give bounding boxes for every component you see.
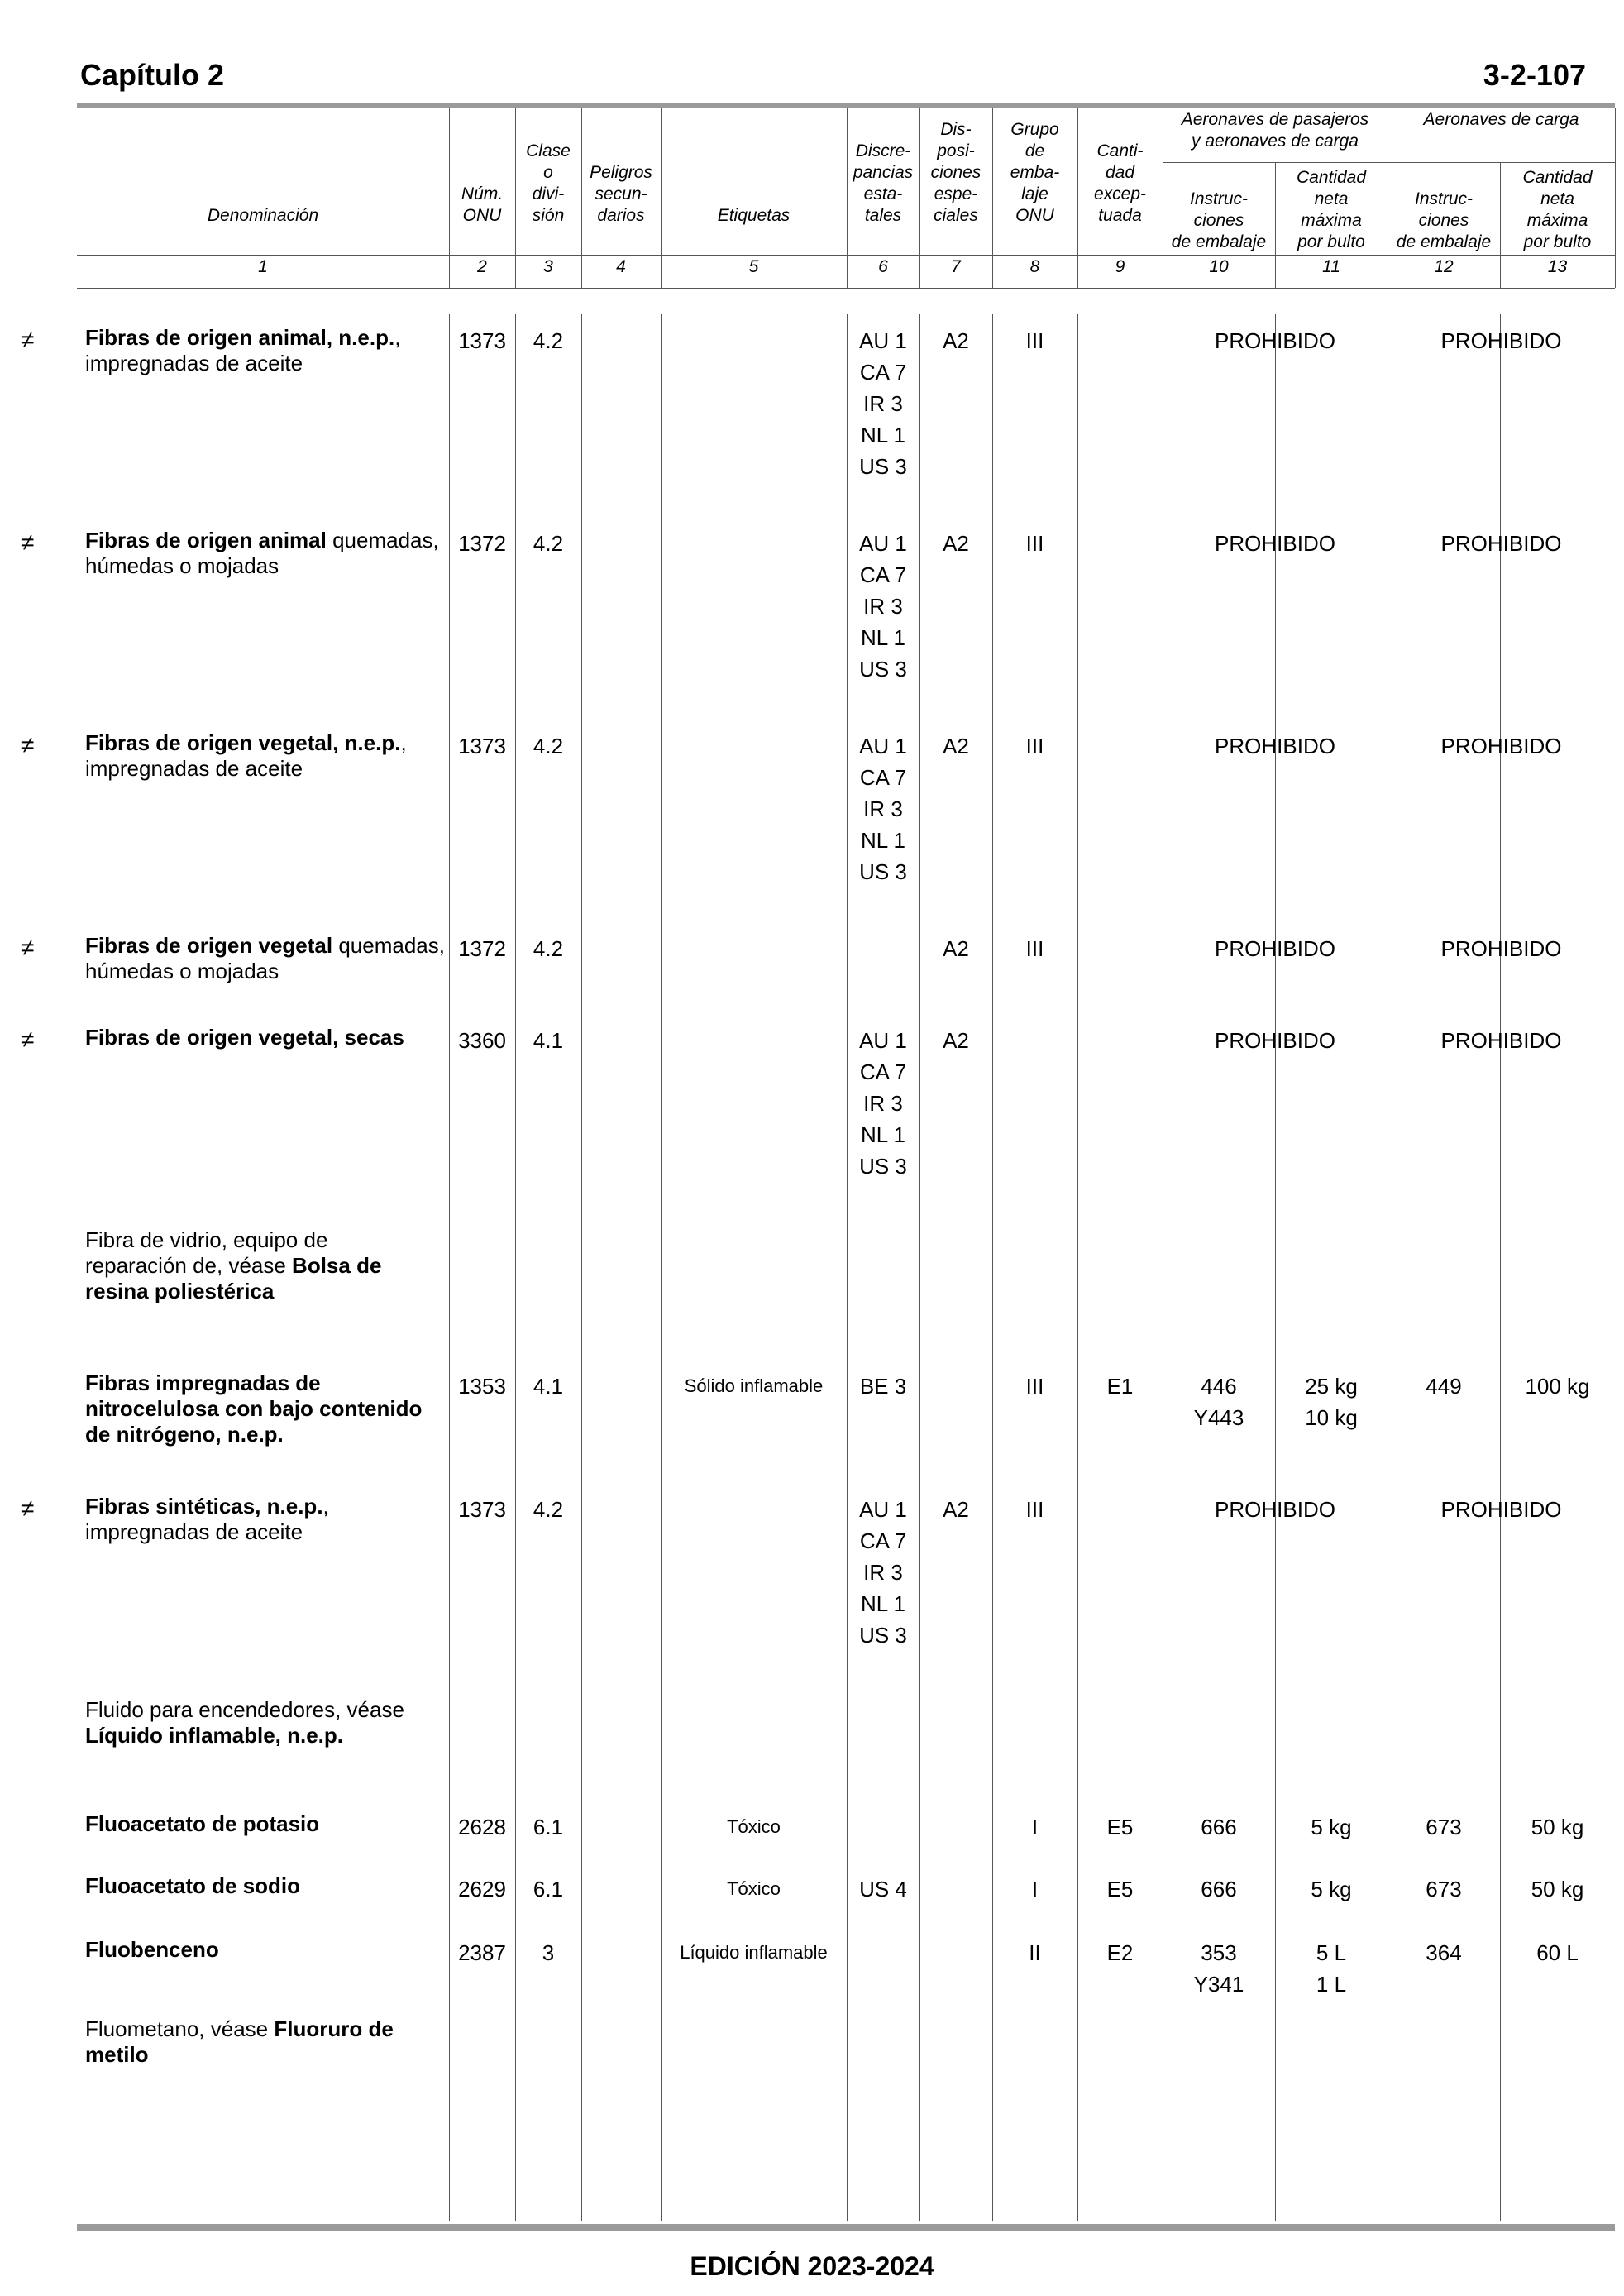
hazard-label: Tóxico: [727, 1878, 781, 1899]
entry-name: Fluometano, véase Fluoruro de metilo: [85, 2016, 394, 2067]
excepted-quantity: E5: [1106, 1815, 1134, 1839]
column-rule: [992, 314, 993, 2221]
chapter-title: Capítulo 2: [80, 58, 225, 92]
passenger-forbidden: PROHIBIDO: [1215, 734, 1335, 758]
col-number: 13: [1547, 257, 1568, 276]
column-rule: [515, 314, 516, 2221]
packing-group: II: [1029, 1940, 1041, 1965]
column-rule: [1275, 314, 1276, 2221]
max-net-qty-pax: 5 kg: [1311, 1877, 1352, 1901]
packing-group: III: [1025, 734, 1044, 758]
col-header-9: Canti- dad excep- tuada: [1093, 141, 1147, 225]
class-division: 6.1: [533, 1877, 564, 1901]
special-provisions: A2: [943, 734, 969, 758]
cargo-forbidden: PROHIBIDO: [1440, 936, 1562, 961]
col-number: 5: [748, 257, 759, 276]
packing-group: III: [1025, 328, 1044, 353]
state-variations: US 4: [859, 1877, 907, 1901]
max-net-qty-cargo: 100 kg: [1525, 1374, 1590, 1399]
max-net-qty-pax: 25 kg 10 kg: [1305, 1374, 1358, 1430]
packing-instruction-pax: 666: [1201, 1815, 1237, 1839]
col-number: 4: [616, 257, 626, 276]
max-net-qty-cargo: 50 kg: [1531, 1815, 1584, 1839]
col-header-11: Cantidad neta máxima por bulto: [1296, 168, 1367, 251]
col-number: 9: [1115, 257, 1125, 276]
column-rule: [1500, 314, 1501, 2221]
col-header-1: Denominación: [207, 206, 319, 225]
change-mark: ≠: [21, 1026, 35, 1052]
col-header-passenger-aircraft: Aeronaves de pasajeros y aeronaves de carga: [1181, 110, 1369, 151]
col-number: 8: [1029, 257, 1040, 276]
class-division: 4.2: [533, 531, 564, 556]
column-rule: [661, 314, 662, 2221]
entry-name: Fibras sintéticas, n.e.p., impregnadas de aceite: [85, 1494, 329, 1544]
column-rule: [1077, 314, 1078, 2221]
cargo-forbidden: PROHIBIDO: [1440, 1497, 1562, 1522]
column-rule: [449, 314, 450, 2221]
state-variations: AU 1 CA 7 IR 3 NL 1 US 3: [859, 734, 907, 884]
un-number: 2387: [458, 1940, 506, 1965]
class-division: 4.2: [533, 328, 564, 353]
class-division: 3: [542, 1940, 555, 1965]
entry-name: Fibras de origen animal, n.e.p., impregnadas de aceite: [85, 325, 401, 375]
un-number: 1373: [458, 1497, 506, 1522]
class-division: 4.2: [533, 734, 564, 758]
class-division: 6.1: [533, 1815, 564, 1839]
col-header-6: Discre- pancias esta- tales: [853, 141, 914, 225]
class-division: 4.2: [533, 936, 564, 961]
passenger-forbidden: PROHIBIDO: [1215, 936, 1335, 961]
entry-name: Fluido para encendedores, véase Líquido inflamable, n.e.p.: [85, 1697, 404, 1748]
col-header-3: Clase o divi- sión: [526, 141, 571, 225]
special-provisions: A2: [943, 531, 969, 556]
special-provisions: A2: [943, 936, 969, 961]
packing-group: III: [1025, 531, 1044, 556]
un-number: 3360: [458, 1028, 506, 1053]
change-mark: ≠: [21, 327, 35, 352]
packing-group: I: [1031, 1877, 1039, 1901]
cargo-forbidden: PROHIBIDO: [1440, 734, 1562, 758]
passenger-forbidden: PROHIBIDO: [1215, 531, 1335, 556]
packing-group: III: [1025, 936, 1044, 961]
col-number: 11: [1322, 257, 1340, 276]
col-number: 1: [258, 257, 268, 276]
col-number: 6: [878, 257, 888, 276]
entry-name: Fibras de origen animal quemadas, húmedas o mojadas: [85, 528, 439, 578]
entry-name: Fibras de origen vegetal quemadas, húmedas o mojadas: [85, 933, 445, 983]
packing-instruction-cargo: 673: [1426, 1877, 1462, 1901]
col-header-5: Etiquetas: [717, 206, 791, 225]
un-number: 2629: [458, 1877, 506, 1901]
state-variations: AU 1 CA 7 IR 3 NL 1 US 3: [859, 1028, 907, 1179]
col-number: 2: [477, 257, 487, 276]
state-variations: AU 1 CA 7 IR 3 NL 1 US 3: [859, 531, 907, 682]
packing-group: I: [1031, 1815, 1039, 1839]
top-rule: [77, 103, 1615, 108]
col-number: 3: [543, 257, 553, 276]
row-rule: [1163, 162, 1615, 163]
change-mark: ≠: [21, 1495, 35, 1521]
state-variations: BE 3: [859, 1374, 907, 1399]
hazard-label: Sólido inflamable: [684, 1375, 824, 1396]
row-rule: [77, 288, 1615, 289]
col-number: 7: [951, 257, 961, 276]
un-number: 1373: [458, 734, 506, 758]
packing-group: III: [1025, 1374, 1044, 1399]
col-header-12: Instruc- ciones de embalaje: [1396, 189, 1492, 251]
max-net-qty-pax: 5 L 1 L: [1316, 1940, 1347, 1997]
edition-footer: EDICIÓN 2023-2024: [690, 2251, 934, 2281]
entry-name: Fluobenceno: [85, 1937, 219, 1962]
packing-instruction-pax: 446 Y443: [1193, 1374, 1244, 1430]
un-number: 1353: [458, 1374, 506, 1399]
entry-name: Fluoacetato de sodio: [85, 1873, 301, 1898]
change-mark: ≠: [21, 529, 35, 555]
change-mark: ≠: [21, 935, 35, 960]
special-provisions: A2: [943, 328, 969, 353]
entry-name: Fibras impregnadas de nitrocelulosa con bajo contenido de nitrógeno, n.e.p.: [85, 1370, 423, 1447]
cargo-forbidden: PROHIBIDO: [1440, 328, 1562, 353]
entry-name: Fibras de origen vegetal, n.e.p., impregnadas de aceite: [85, 730, 407, 781]
col-header-13: Cantidad neta máxima por bulto: [1522, 168, 1593, 251]
entry-name: Fluoacetato de potasio: [85, 1811, 320, 1836]
entry-name: Fibras de origen vegetal, secas: [85, 1025, 404, 1050]
cargo-forbidden: PROHIBIDO: [1440, 531, 1562, 556]
special-provisions: A2: [943, 1028, 969, 1053]
class-division: 4.1: [533, 1028, 564, 1053]
hazard-label: Tóxico: [727, 1816, 781, 1837]
excepted-quantity: E1: [1106, 1374, 1134, 1399]
packing-instruction-cargo: 673: [1426, 1815, 1462, 1839]
un-number: 1372: [458, 936, 506, 961]
packing-instruction-pax: 666: [1201, 1877, 1237, 1901]
column-rule: [919, 314, 920, 2221]
packing-instruction-cargo: 449: [1426, 1374, 1462, 1399]
state-variations: AU 1 CA 7 IR 3 NL 1 US 3: [859, 328, 907, 479]
row-rule: [77, 255, 1615, 256]
bottom-rule: [77, 2224, 1615, 2231]
col-number: 12: [1434, 257, 1454, 276]
cargo-forbidden: PROHIBIDO: [1440, 1028, 1562, 1053]
col-header-8: Grupo de emba- laje ONU: [1010, 120, 1060, 225]
column-rule: [581, 314, 582, 2221]
packing-instruction-pax: 353 Y341: [1193, 1940, 1244, 1997]
excepted-quantity: E5: [1106, 1877, 1134, 1901]
col-number: 10: [1209, 257, 1229, 276]
page-number: 3-2-107: [1483, 58, 1586, 92]
un-number: 1372: [458, 531, 506, 556]
col-header-4: Peligros secun- darios: [590, 163, 652, 225]
col-header-cargo-aircraft: Aeronaves de carga: [1423, 110, 1579, 129]
special-provisions: A2: [943, 1497, 969, 1522]
entry-name: Fibra de vidrio, equipo de reparación de, véase Bolsa de resina poliestérica: [85, 1227, 382, 1303]
state-variations: AU 1 CA 7 IR 3 NL 1 US 3: [859, 1497, 907, 1648]
packing-group: III: [1025, 1497, 1044, 1522]
passenger-forbidden: PROHIBIDO: [1215, 1028, 1335, 1053]
packing-instruction-cargo: 364: [1426, 1940, 1462, 1965]
col-header-10: Instruc- ciones de embalaje: [1171, 189, 1267, 251]
passenger-forbidden: PROHIBIDO: [1215, 328, 1335, 353]
max-net-qty-cargo: 60 L: [1536, 1940, 1579, 1965]
class-division: 4.1: [533, 1374, 564, 1399]
max-net-qty-pax: 5 kg: [1311, 1815, 1352, 1839]
un-number: 2628: [458, 1815, 506, 1839]
class-division: 4.2: [533, 1497, 564, 1522]
max-net-qty-cargo: 50 kg: [1531, 1877, 1584, 1901]
column-rule: [1615, 108, 1616, 288]
passenger-forbidden: PROHIBIDO: [1215, 1497, 1335, 1522]
un-number: 1373: [458, 328, 506, 353]
excepted-quantity: E2: [1106, 1940, 1134, 1965]
col-header-2: Núm. ONU: [461, 184, 504, 225]
hazard-label: Líquido inflamable: [680, 1942, 828, 1963]
change-mark: ≠: [21, 732, 35, 758]
col-header-7: Dis- posi- ciones espe- ciales: [930, 120, 982, 225]
